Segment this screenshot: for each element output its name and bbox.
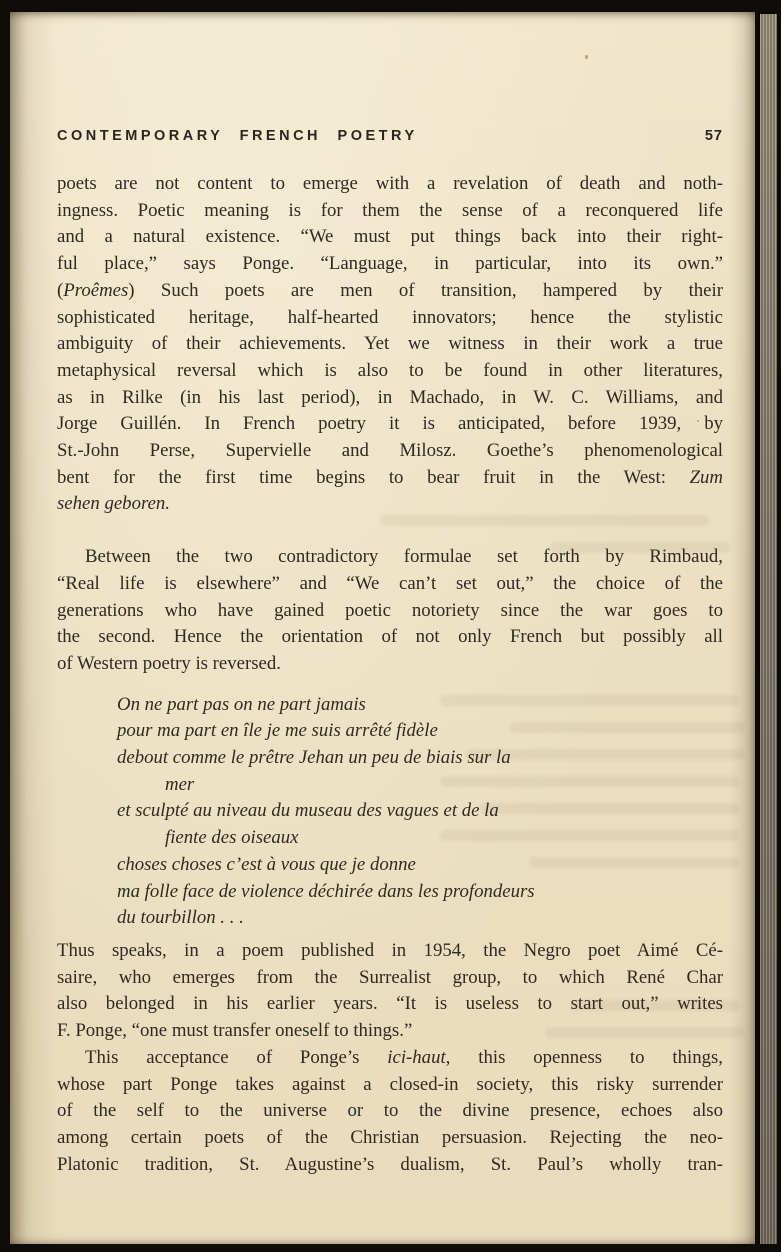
text-line: ambiguity of their achievements. Yet we witness in their work a true xyxy=(57,333,723,355)
running-title: CONTEMPORARY FRENCH POETRY xyxy=(57,128,418,144)
text-line: F. Ponge, “one must transfer oneself to things.” xyxy=(57,1020,413,1042)
poem-line: fiente des oiseaux xyxy=(165,827,299,849)
body-text xyxy=(57,171,723,1178)
text-line: (Proêmes) Such poets are men of transition, hampered by their xyxy=(57,279,723,301)
poem-line: debout comme le prêtre Jehan un peu de biais sur la xyxy=(117,747,511,769)
poem-block xyxy=(117,692,723,932)
text-line: ingness. Poetic meaning is for them the sense of a reconquered life xyxy=(57,199,723,221)
text-line: bent for the first time begins to bear fruit in the West: Zum xyxy=(57,466,723,488)
text-line: poets are not content to emerge with a revelation of death and noth- xyxy=(57,173,723,194)
poem-line: pour ma part en île je me suis arrêté fidèle xyxy=(117,720,438,742)
poem-line: et sculpté au niveau du museau des vagues et de la xyxy=(117,800,499,822)
text-line: of the self to the universe or to the divine presence, echoes also xyxy=(57,1100,723,1122)
paragraph xyxy=(57,1045,723,1179)
poem-line: On ne part pas on ne part jamais xyxy=(117,693,366,715)
poem-line: mer xyxy=(165,773,195,795)
text-line: metaphysical reversal which is also to be found in other literatures, xyxy=(57,359,723,381)
text-line: sehen geboren. xyxy=(57,493,170,515)
text-line: ful place,” says Ponge. “Language, in particular, into its own.” xyxy=(57,253,723,275)
book-fore-edge xyxy=(760,14,777,1244)
text-line: among certain poets of the Christian persuasion. Rejecting the neo- xyxy=(57,1126,723,1148)
page-header xyxy=(57,128,723,144)
text-line: as in Rilke (in his last period), in Machado, in W. C. Williams, and xyxy=(57,386,723,408)
text-line: saire, who emerges from the Surrealist group, to which René Char xyxy=(57,966,723,988)
paragraph xyxy=(57,171,723,518)
text-line: also belonged in his earlier years. “It is useless to start out,” writes xyxy=(57,993,723,1015)
text-line: Jorge Guillén. In French poetry it is anticipated, before 1939, by xyxy=(57,413,723,435)
text-line: Between the two contradictory formulae set forth by Rimbaud, xyxy=(85,546,723,568)
page-number: 57 xyxy=(704,128,723,144)
paper-speck xyxy=(585,55,588,59)
poem-line: choses choses c’est à vous que je donne xyxy=(117,853,416,875)
paragraph xyxy=(57,938,723,1045)
page xyxy=(10,12,755,1244)
text-line: of Western poetry is reversed. xyxy=(57,652,281,674)
text-block xyxy=(57,128,723,1178)
text-line: “Real life is elsewhere” and “We can’t set out,” the choice of the xyxy=(57,572,723,594)
paragraph xyxy=(57,544,723,678)
text-line: sophisticated heritage, half-hearted innovators; hence the stylistic xyxy=(57,306,723,328)
poem-line: ma folle face de violence déchirée dans les profondeurs xyxy=(117,880,535,902)
text-line: whose part Ponge takes against a closed-in society, this risky surrender xyxy=(57,1073,723,1095)
text-line: and a natural existence. “We must put things back into their right- xyxy=(57,226,723,248)
text-line: Platonic tradition, St. Augustine’s dualism, St. Paul’s wholly tran- xyxy=(57,1153,723,1175)
text-line: St.-John Perse, Supervielle and Milosz. Goethe’s phenomenological xyxy=(57,440,723,462)
text-line: This acceptance of Ponge’s ici-haut, this openness to things, xyxy=(85,1046,723,1068)
text-line: generations who have gained poetic notoriety since the war goes to xyxy=(57,599,723,621)
text-line: the second. Hence the orientation of not only French but possibly all xyxy=(57,626,723,648)
poem-line: du tourbillon . . . xyxy=(117,907,244,929)
text-line: Thus speaks, in a poem published in 1954, the Negro poet Aimé Cé- xyxy=(57,939,723,961)
